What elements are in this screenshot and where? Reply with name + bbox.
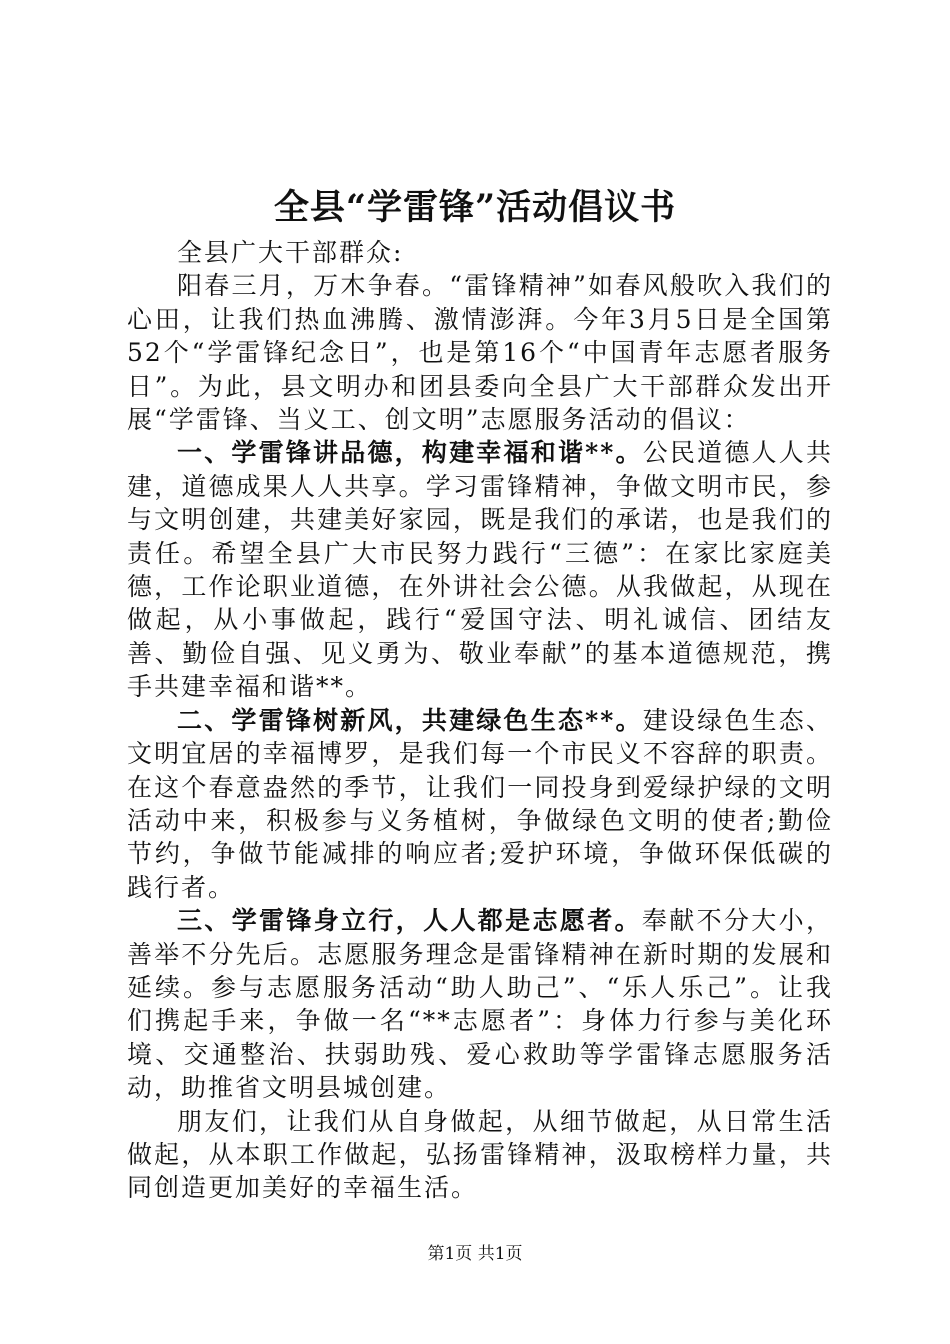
document-body <box>127 236 833 1205</box>
document-title: 全县“学雷锋”活动倡议书 <box>273 187 677 228</box>
section-heading-3: 三、学雷锋身立行，人人都是志愿者。 <box>177 906 642 936</box>
section-heading-2: 二、学雷锋树新风，共建绿色生态**。 <box>177 705 643 735</box>
section-paragraph-3 <box>127 904 833 1104</box>
closing-paragraph: 朋友们，让我们从自身做起，从细节做起，从日常生活做起，从本职工作做起，弘扬雷锋精神，汲取榜样力量，共同创造更加美好的幸福生活。 <box>127 1106 833 1203</box>
section-text-3: 奉献不分大小，善举不分先后。志愿服务理念是雷锋精神在新时期的发展和延续。参与志愿服务活动“助人助己”、“乐人乐己”。让我们携起手来，争做一名“**志愿者”：身体力行参与美化环境、交通整治、扶弱助残、爱心救助等学雷锋志愿服务活动，助推省文明县城创建。 <box>127 906 833 1103</box>
intro-paragraph: 阳春三月，万木争春。“雷锋精神”如春风般吹入我们的心田，让我们热血沸腾、激情澎湃。今年3月5日是全国第52个“学雷锋纪念日”，也是第16个“中国青年志愿者服务日”。为此，县文明办和团县委向全县广大干部群众发出开展“学雷锋、当义工、创文明”志愿服务活动的倡议： <box>127 271 833 435</box>
section-heading-1: 一、学雷锋讲品德，构建幸福和谐**。 <box>177 438 643 468</box>
section-text-1: 公民道德人人共建，道德成果人人共享。学习雷锋精神，争做文明市民，参与文明创建，共建美好家园，既是我们的承诺，也是我们的责任。希望全县广大市民努力践行“三德”：在家比家庭美德，工作论职业道德，在外讲社会公德。从我做起，从现在做起，从小事做起，践行“爱国守法、明礼诚信、团结友善、勤俭自强、见义勇为、敬业奉献”的基本道德规范，携手共建幸福和谐**。 <box>127 438 833 702</box>
greeting-line: 全县广大干部群众: <box>177 238 404 267</box>
page-footer: 第1页 共1页 <box>427 1244 523 1264</box>
section-paragraph-1 <box>127 436 833 703</box>
section-text-2: 建设绿色生态、文明宜居的幸福博罗，是我们每一个市民义不容辞的职责。在这个春意盎然的季节，让我们一同投身到爱绿护绿的文明活动中来，积极参与义务植树，争做绿色文明的使者;勤俭节约，争做节能减排的响应者;爱护环境，争做环保低碳的践行者。 <box>127 705 833 902</box>
section-paragraph-2 <box>127 704 833 904</box>
